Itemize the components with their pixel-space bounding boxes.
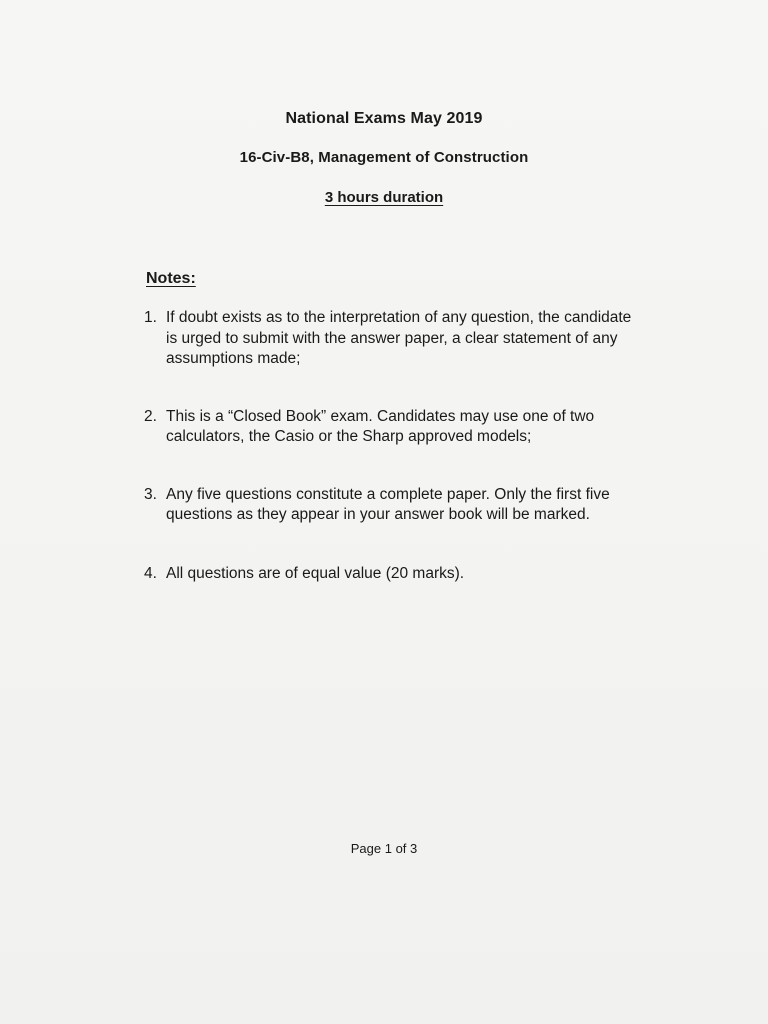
note-text: If doubt exists as to the interpretation of any question, the candidate is urged to submit with the answer paper, a clear statement of any assumptions made; [166,309,632,367]
note-item-2 [144,407,644,448]
exam-duration-text: 3 hours duration [324,189,444,206]
note-number: 1. [144,309,157,326]
note-item-3 [144,485,644,526]
exam-duration [0,189,768,206]
note-text: Any five questions constitute a complete paper. Only the first five questions as they appear in your answer book will be marked. [166,485,610,523]
note-text: This is a “Closed Book” exam. Candidates may use one of two calculators, the Casio or the Sharp approved models; [166,407,595,445]
note-text: All questions are of equal value (20 marks). [166,564,465,582]
exam-title: National Exams May 2019 [285,110,483,127]
notes-list [144,308,644,584]
course-name: 16-Civ-B8, Management of Construction [239,149,529,166]
notes-heading: Notes: [146,270,196,287]
note-number: 4. [144,564,157,582]
note-item-1 [144,308,644,370]
note-item-4 [144,564,644,585]
page-number: Page 1 of 3 [350,841,418,856]
note-number: 3. [144,485,157,503]
note-number: 2. [144,407,157,425]
